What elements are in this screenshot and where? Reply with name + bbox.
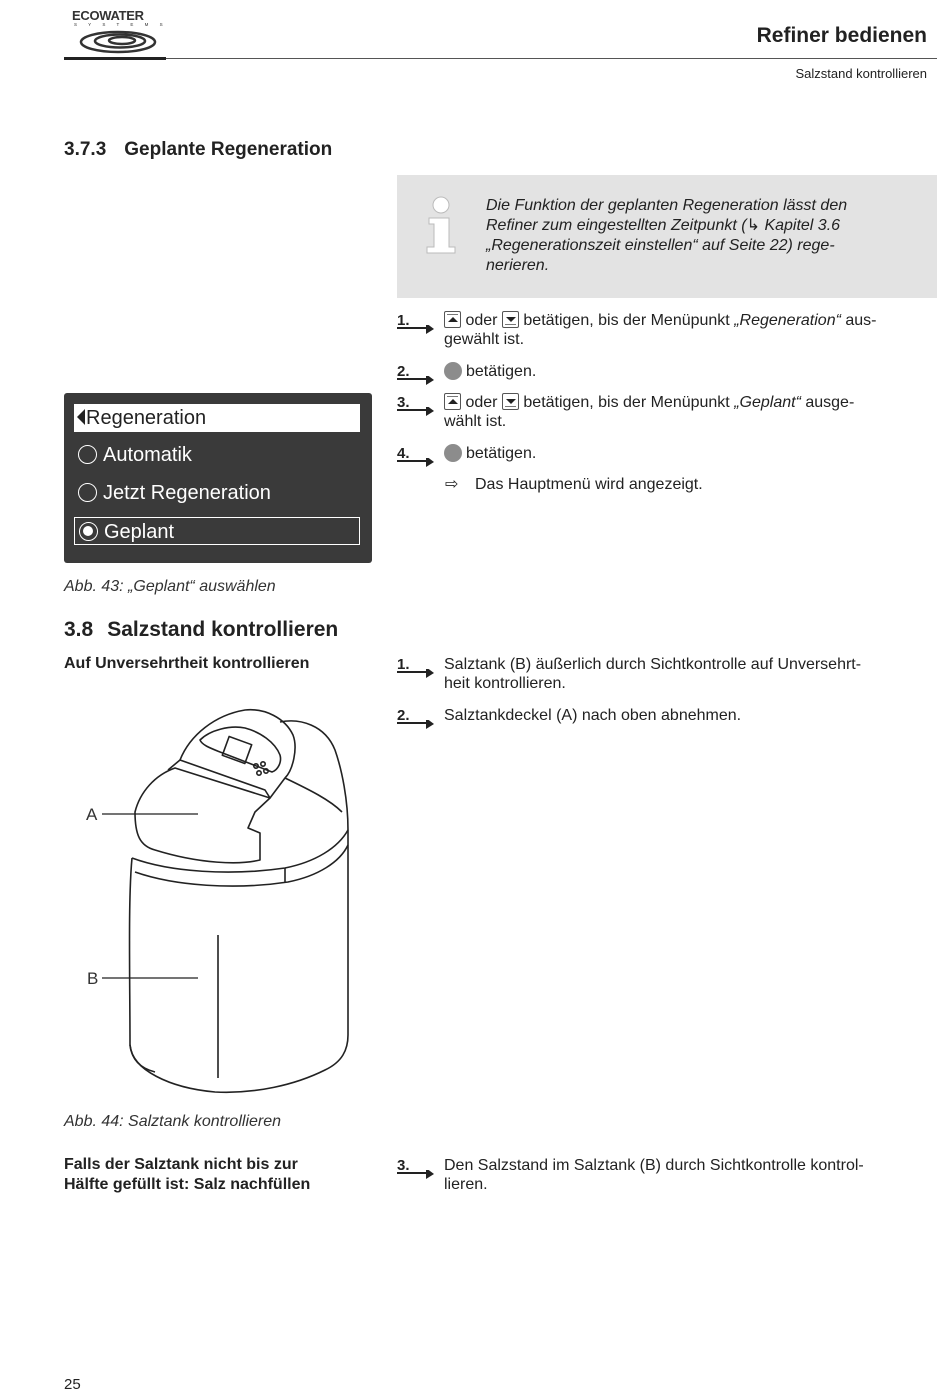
page-subtitle: Salzstand kontrollieren — [795, 66, 927, 81]
step-arrow-icon — [397, 669, 437, 679]
step-arrow-icon — [397, 1170, 437, 1180]
step-number: 1. — [397, 656, 410, 673]
reference-arrow-icon: ↳ — [746, 217, 760, 234]
step-3: 3. oder betätigen, bis der Menüpunkt „Geplant“ ausge- wählt ist. — [397, 394, 855, 430]
back-triangle-icon — [77, 409, 85, 425]
step-arrow-icon — [397, 458, 437, 468]
figure-caption-44: Abb. 44: Salztank kontrollieren — [64, 1113, 282, 1130]
step-number: 3. — [397, 1157, 410, 1174]
step-arrow-icon — [397, 407, 437, 417]
display-option-jetzt: Jetzt Regeneration — [74, 479, 360, 507]
label-a: A — [86, 805, 98, 824]
section-title: Geplante Regeneration — [124, 139, 333, 160]
down-key-icon — [502, 311, 519, 328]
salt-tank-illustration — [80, 700, 380, 1100]
label-b: B — [87, 969, 99, 988]
down-key-icon — [502, 393, 519, 410]
page-number: 25 — [64, 1376, 81, 1393]
step-38-2: 2. Salztankdeckel (A) nach oben abnehmen. — [397, 706, 937, 728]
subheading-unversehrtheit: Auf Unversehrtheit kontrollieren — [64, 655, 310, 672]
step-2: 2. betätigen. — [397, 362, 937, 384]
display-option-geplant: Geplant — [74, 517, 360, 545]
figure-caption-43: Abb. 43: „Geplant“ auswählen — [64, 578, 276, 595]
info-icon — [424, 195, 460, 262]
display-option-automatik: Automatik — [74, 441, 360, 469]
display-menu-title: Regeneration — [74, 404, 360, 432]
header-divider-accent — [64, 57, 166, 60]
section-heading-373 — [64, 139, 332, 161]
device-display — [64, 393, 372, 563]
radio-off-icon — [78, 445, 97, 464]
step-arrow-icon — [397, 325, 437, 335]
ok-key-icon — [444, 362, 462, 380]
step-38-3: 3. Den Salzstand im Salztank (B) durch Sichtkontrolle kontrol- lieren. — [397, 1157, 864, 1193]
salt-tank-drawing — [80, 700, 380, 1100]
step-38-1: 1. Salztank (B) äußerlich durch Sichtkontrolle auf Unversehrt- heit kontrollieren. — [397, 656, 862, 692]
radio-on-icon — [79, 522, 98, 541]
page-title: Refiner bedienen — [756, 24, 927, 47]
step-arrow-icon — [397, 720, 437, 730]
subheading-salz-nachfuellen: Falls der Salztank nicht bis zur Hälfte gefüllt ist: Salz nachfüllen — [64, 1156, 311, 1193]
section-number: 3.8 — [64, 618, 94, 641]
header-divider — [64, 58, 937, 59]
step-number: 4. — [397, 445, 410, 462]
step-number: 1. — [397, 312, 410, 329]
step-arrow-icon — [397, 376, 437, 386]
step-result: ⇨ Das Hauptmenü wird angezeigt. — [445, 476, 703, 493]
section-heading-38 — [64, 618, 338, 642]
step-number: 2. — [397, 707, 410, 724]
info-text: Die Funktion der geplanten Regeneration lässt den Refiner zum eingestellten Zeitpunkt (↳ Kapitel 3.6 „Regenerationszeit einstellen“ auf Seite 22) rege- nerieren. — [486, 197, 848, 274]
ok-key-icon — [444, 444, 462, 462]
radio-off-icon — [78, 483, 97, 502]
step-number: 2. — [397, 363, 410, 380]
step-1: 1. oder betätigen, bis der Menüpunkt „Regeneration“ aus- gewählt ist. — [397, 312, 877, 348]
up-key-icon — [444, 393, 461, 410]
section-number: 3.7.3 — [64, 139, 107, 160]
step-4: 4. betätigen. — [397, 444, 937, 466]
logo-text: ECOWATER — [72, 8, 144, 23]
step-number: 3. — [397, 394, 410, 411]
section-title: Salzstand kontrollieren — [107, 618, 339, 641]
up-key-icon — [444, 311, 461, 328]
result-arrow-icon: ⇨ — [445, 476, 459, 493]
logo-subtext: S Y S T E M S — [74, 22, 168, 27]
